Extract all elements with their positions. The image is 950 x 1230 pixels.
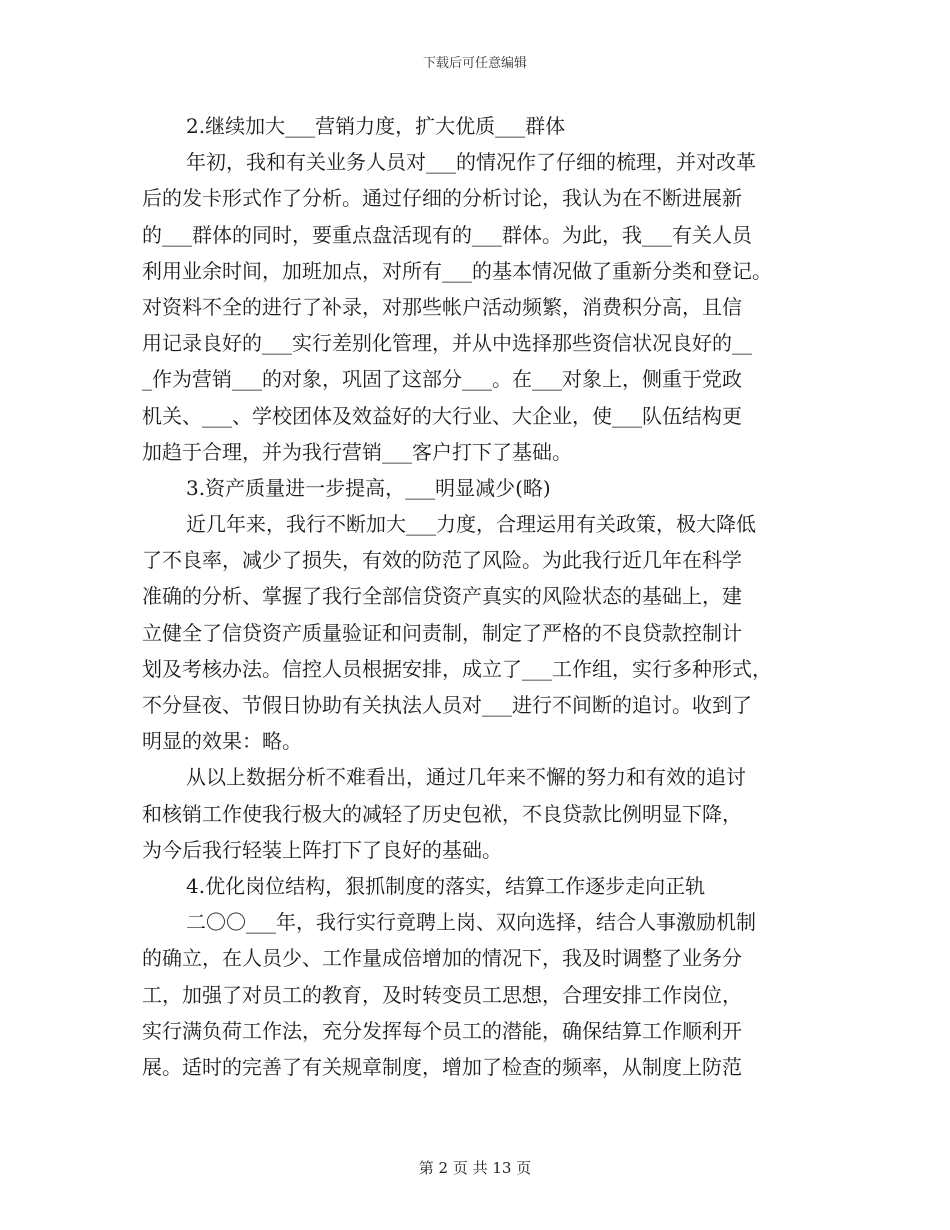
text-line: 不分昼夜、节假日协助有关执法人员对___进行不间断的追讨。收到了 bbox=[142, 693, 752, 717]
text-line: 从以上数据分析不难看出，通过几年来不懈的努力和有效的追讨 bbox=[186, 765, 746, 790]
text-line: 准确的分析、掌握了我行全部信贷资产真实的风险状态的基础上，建 bbox=[142, 584, 742, 609]
text-line: 加趋于合理，并为我行营销___客户打下了基础。 bbox=[142, 439, 572, 464]
text-line: 了不良率，减少了损失，有效的防范了风险。为此我行近几年在科学 bbox=[142, 548, 742, 573]
page-number: 第 2 页 共 13 页 bbox=[418, 1159, 532, 1177]
text-line: 为今后我行轻装上阵打下了良好的基础。 bbox=[142, 837, 502, 862]
text-line: 机关、___、学校团体及效益好的大行业、大企业，使___队伍结构更 bbox=[142, 403, 742, 428]
text-line: 用记录良好的___实行差别化管理，并从中选择那些资信状况良好的__ bbox=[142, 331, 752, 356]
text-line: 实行满负荷工作法，充分发挥每个员工的潜能，确保结算工作顺利开 bbox=[142, 1018, 742, 1043]
text-line: 和核销工作使我行极大的减轻了历史包袱，不良贷款比例明显下降， bbox=[142, 801, 742, 826]
text-line: 展。适时的完善了有关规章制度，增加了检查的频率，从制度上防范 bbox=[142, 1054, 742, 1079]
text-line: 3.资产质量进一步提高，___明显减少(略) bbox=[186, 475, 551, 500]
text-line: 后的发卡形式作了分析。通过仔细的分析讨论，我认为在不断进展新 bbox=[142, 186, 742, 211]
text-line: 明显的效果：略。 bbox=[142, 729, 302, 754]
text-line: 的___群体的同时，要重点盘活现有的___群体。为此，我___有关人员 bbox=[142, 222, 752, 247]
text-line: 近几年来，我行不断加大___力度，合理运用有关政策，极大降低 bbox=[186, 512, 756, 537]
text-line: _作为营销___的对象，巩固了这部分___。在___对象上，侧重于党政 bbox=[142, 367, 742, 392]
page-header-note: 下载后可任意编辑 bbox=[422, 56, 527, 71]
text-line: 利用业余时间，加班加点，对所有___的基本情况做了重新分类和登记。 bbox=[142, 258, 772, 283]
text-line: 对资料不全的进行了补录，对那些帐户活动频繁，消费积分高，且信 bbox=[142, 294, 742, 319]
text-line: 2.继续加大___营销力度，扩大优质___群体 bbox=[186, 114, 566, 138]
text-line: 年初，我和有关业务人员对___的情况作了仔细的梳理，并对改革 bbox=[186, 150, 756, 175]
text-line: 的确立，在人员少、工作量成倍增加的情况下，我及时调整了业务分 bbox=[142, 946, 742, 971]
text-line: 工，加强了对员工的教育，及时转变员工思想，合理安排工作岗位， bbox=[142, 982, 742, 1007]
text-line: 立健全了信贷资产质量验证和问责制，制定了严格的不良贷款控制计 bbox=[142, 620, 742, 645]
text-line: 二〇〇___年，我行实行竟聘上岗、双向选择，结合人事激励机制 bbox=[186, 910, 756, 935]
text-line: 划及考核办法。信控人员根据安排，成立了___工作组，实行多种形式， bbox=[142, 656, 772, 681]
text-line: 4.优化岗位结构，狠抓制度的落实，结算工作逐步走向正轨 bbox=[186, 873, 706, 898]
document-body bbox=[142, 108, 822, 1085]
